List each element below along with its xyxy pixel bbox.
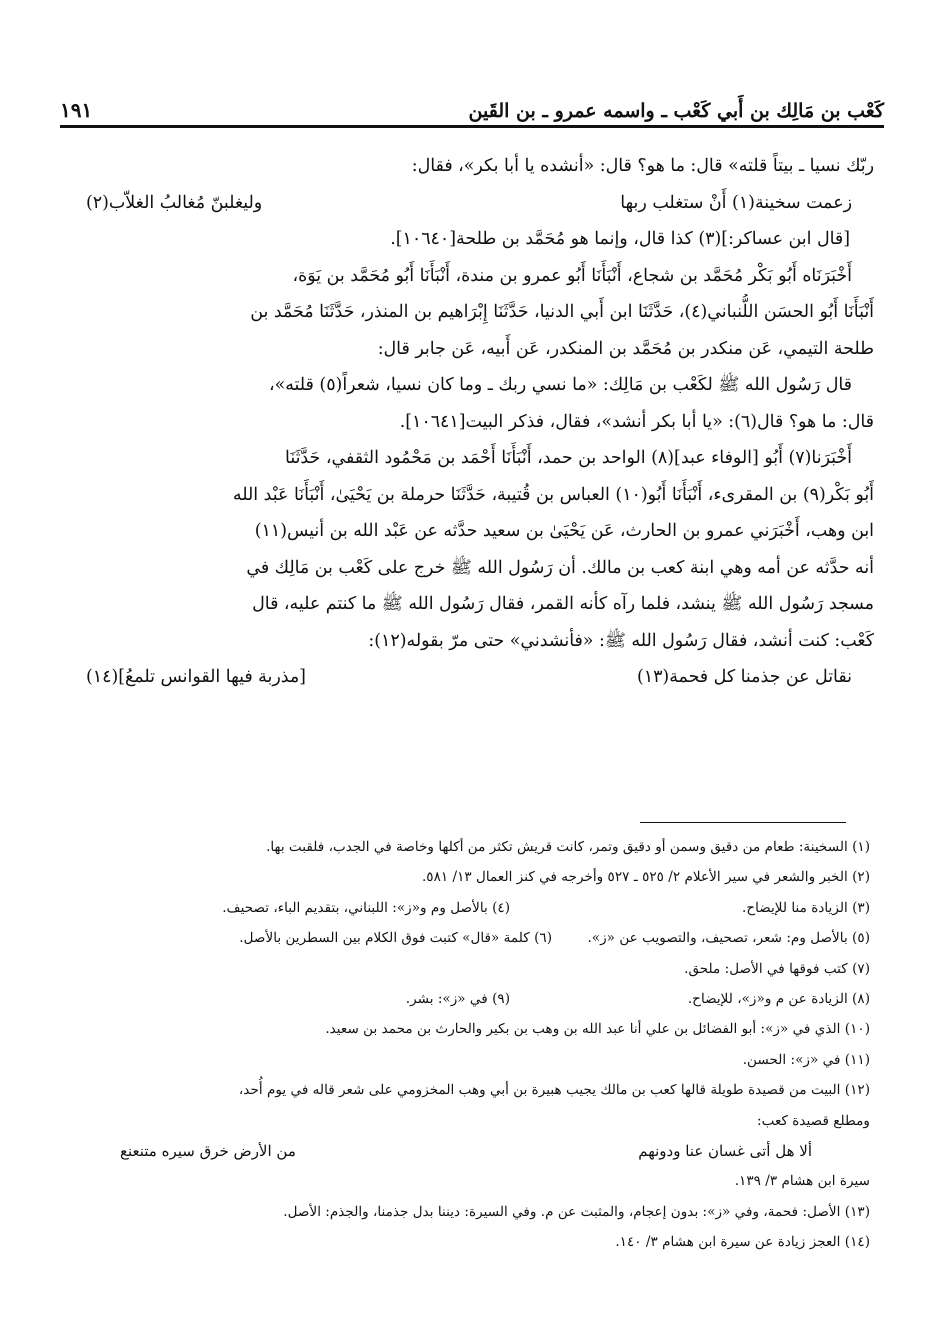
text-line: أَخْبَرَنَاه أَبُو بَكْر مُحَمَّد بن شجاع، أَنْبَأَنَا أَبُو عمرو بن مندة، أَنْبَأَنَا أَبُو مُحَمَّد بن يَوَة، [292, 265, 852, 286]
text-line: [قال ابن عساكر:](٣) كذا قال، وإنما هو مُحَمَّد بن طلحة[١٠٦٤٠]. [390, 229, 850, 249]
footnote-row [70, 893, 870, 923]
verse-second-hemistich: [مذربة فيها القوانس تلمعُ](١٤) [86, 667, 306, 687]
footnote-7: (٧) كتب فوقها في الأصل: ملحق. [684, 960, 870, 977]
text-line: ابن وهب، أَخْبَرَني عمرو بن الحارث، عَن يَحْيَىٰ بن سعيد حدَّثه عن عَبْد الله بن أنيس(١١) [254, 521, 874, 541]
footnote-9: (٩) في «ز»: بشر. [405, 991, 510, 1008]
header-rule [60, 125, 884, 128]
footnote-row [70, 984, 870, 1014]
text-line: قال: ما هو؟ قال(٦): «يا أبا بكر أنشد»، فقال، فذكر البيت[١٠٦٤١]. [399, 411, 874, 432]
running-title: كَعْب بن مَالِك بن أَبي كَعْب ـ واسمه عمرو ـ بن القَين [468, 100, 884, 122]
text-line: طلحة التيمي، عَن منكدر بن مُحَمَّد بن المنكدر، عَن أَبيه، عَن جابر قال: [377, 338, 874, 359]
text-line: أَبُو بَكْر(٩) بن المقرىء، أَنْبَأَنَا أَبُو(١٠) العباس بن قُتيبة، حَدَّثَنَا حرملة بن يَحْيَىٰ، أَنْبَأَنَا عَبْد الله [232, 484, 874, 505]
footnote-14: (١٤) العجز زيادة عن سيرة ابن هشام ٣/ ١٤٠. [615, 1234, 870, 1251]
footnote-separator [640, 822, 846, 823]
footnote-13: (١٣) الأصل: فحمة، وفي «ز»: بدون إعجام، والمثبت عن م. وفي السيرة: ديننا بدل جذمنا، والجذم: الأصل. [283, 1203, 870, 1220]
verse-first-hemistich: نقاتل عن جذمنا كل فحمة(١٣) [636, 667, 852, 687]
footnote-12: (١٢) البيت من قصيدة طويلة قالها كعب بن مالك يجيب هبيرة بن أبي وهب المخزومي على شعر قاله في يوم أُحد، [238, 1082, 870, 1099]
footnote-12-continued: ومطلع قصيدة كعب: [757, 1112, 870, 1129]
verse-first-hemistich: ألا هل أتى غسان عنا ودونهم [638, 1142, 812, 1161]
text-line: أَنْبَأَنَا أَبُو الحسَن اللُّنباني(٤)، حَدَّثَنَا ابن أَبي الدنيا، حَدَّثَنَا إِبْرَاهيم بن المنذر، حَدَّثَنَا مُحَمَّد بن [250, 302, 874, 322]
page-number: ١٩١ [60, 98, 93, 122]
text-line: أَخْبَرَنا(٧) أَبُو [الوفاء عبد](٨) الواحد بن حمد، أَنْبَأَنَا أَحْمَد بن مَحْمُود الثقفي، حَدَّثَنَا [285, 448, 852, 468]
footnote-3: (٣) الزيادة منا للإيضاح. [742, 899, 870, 916]
main-text [78, 148, 874, 696]
verse-1 [78, 185, 874, 222]
footnote-2: (٢) الخبر والشعر في سير الأعلام ٢/ ٥٢٥ ـ ٥٢٧ وأخرجه في كنز العمال ١٣/ ٥٨١. [421, 869, 870, 886]
footnote-row [70, 923, 870, 953]
footnote-10: (١٠) الذي في «ز»: أبو الفضائل بن علي أنا عبد الله بن وهب بن بكير والحارث بن محمد بن سعيد. [325, 1021, 870, 1038]
page-header [60, 78, 884, 122]
footnote-4: (٤) بالأصل وم و«ز»: اللبناني، بتقديم الباء، تصحيف. [222, 899, 510, 916]
text-line: قال رَسُول الله ﷺ لكَعْب بن مَالِك: «ما نسي ربك ـ وما كان نسيا، شعراً(٥) قلته»، [268, 375, 852, 395]
verse-second-hemistich: وليغلبنّ مُغالبُ الغلاّب(٢) [86, 192, 263, 213]
footnote-11: (١١) في «ز»: الحسن. [742, 1051, 870, 1068]
footnote-1: (١) السخينة: طعام من دقيق وسمن أو دقيق وتمر، كانت قريش تكثر من أكلها وخاصة في الجدب، فلقبت بها. [266, 839, 870, 855]
text-line: أنه حدَّثه عن أمه وهي ابنة كعب بن مالك. أن رَسُول الله ﷺ خرج على كَعْب بن مَالِك في [246, 557, 874, 578]
footnote-8: (٨) الزيادة عن م و«ز»، للإيضاح. [687, 991, 870, 1008]
text-line: ربّك نسيا ـ بيتاً قلته» قال: ما هو؟ قال: «أنشده يا أبا بكر»، فقال: [411, 156, 874, 176]
footnote-12-source: سيرة ابن هشام ٣/ ١٣٩. [734, 1173, 870, 1190]
footnote-verse [70, 1136, 870, 1166]
text-line: كَعْب: كنت أنشد، فقال رَسُول الله ﷺ: «فأنشدني» حتى مرّ بقوله(١٢): [368, 630, 874, 651]
verse-2 [78, 659, 874, 696]
footnote-5: (٥) بالأصل وم: شعر، تصحيف، والتصويب عن «ز». [587, 930, 870, 947]
text-line: مسجد رَسُول الله ﷺ ينشد، فلما رآه كأنه القمر، فقال رَسُول الله ﷺ ما كنتم عليه، قال [252, 594, 874, 614]
footnotes [70, 832, 870, 1258]
footnote-6: (٦) كلمة «قال» كتبت فوق الكلام بين السطرين بالأصل. [239, 930, 552, 947]
verse-first-hemistich: زعمت سخينة(١) أَنْ ستغلب ربها [620, 192, 852, 213]
verse-second-hemistich: من الأرض خرق سيره متنعنع [120, 1142, 296, 1161]
